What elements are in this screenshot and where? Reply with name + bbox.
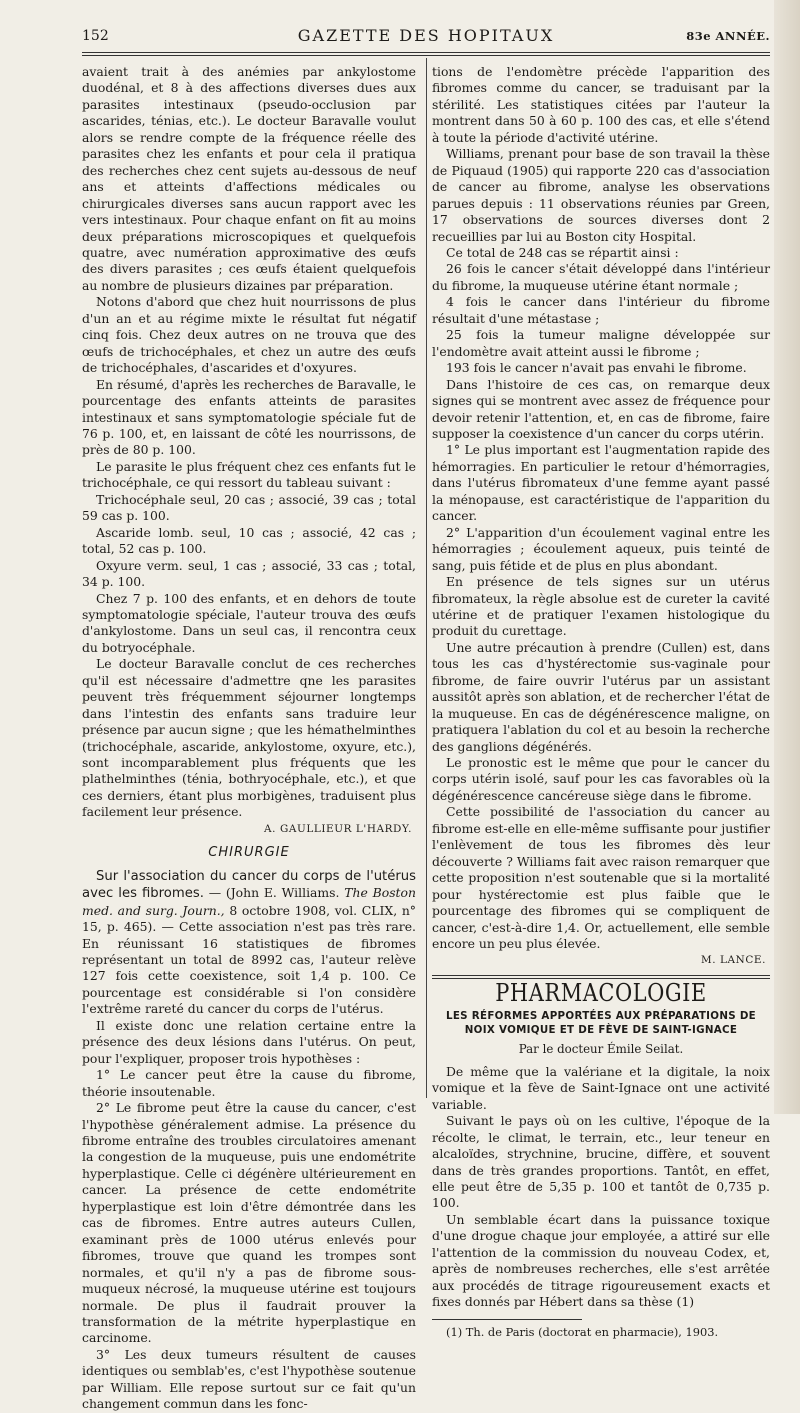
paragraph: Cette possibilité de l'association du cancer au fibrome est-elle en elle-même suffisante pour justifier l'enlèvement de tous les fibromes dès leur découverte ? Williams fait avec raison remarquer que cette proposition n'est soutenable que si la mortalité pour hystérectomie est plus faible que le pourcentage des fibromes qui se compliquent de cancer, c'est-à-dire 1,4. Or, actuellement, elle semble encore un peu plus élevée. <box>432 804 770 952</box>
paragraph: 4 fois le cancer dans l'intérieur du fibrome résultait d'une métastase ; <box>432 294 770 326</box>
year-label: 83e ANNÉE. <box>686 29 770 43</box>
paragraph: Un semblable écart dans la puissance toxique d'une drogue chaque jour employée, a attiré sur elle l'attention de la commission du nouveau Codex, et, après de nombreuses recherches, elle s'est arrêtée aux procédés de titrage rigoureusement exacts et fixes donnés par Hébert dans sa thèse (1) <box>432 1211 770 1310</box>
signature: A. GAULLIEUR L'HARDY. <box>264 822 412 835</box>
paragraph: Williams, prenant pour base de son travail la thèse de Piquaud (1905) qui rapporte 220 cas d'association de cancer au fibrome, analyse les observations parues depuis : 11 observations réunies par Green, 17 observations de sources diverses dont 2 recueillies par lui au Boston city Hospital. <box>432 146 770 244</box>
paragraph: 25 fois la tumeur maligne développée sur l'endomètre avait atteint aussi le fibrome ; <box>432 327 770 359</box>
article-lead <box>82 868 416 1018</box>
paragraph: 2° Le fibrome peut être la cause du cancer, c'est l'hypothèse généralement admise. La présence du fibrome entraîne des troubles circulatoires amenant la congestion de la muqueuse, puis une endométrite hyperplastique. Celle ci dégénère ultérieurement en cancer. La présence de cette endométrite hyperplastique est loin d'être démontrée dans les cas de fibromes. Entre autres auteurs Cullen, examinant près de 1000 utérus enlevés pour fibromes, trouve que quand les trompes sont normales, et qu'il n'y a pas de fibrome sous-muqueux nécrosé, la muqueuse utérine est toujours normale. De plus il faudrait prouver la transformation de la métrite hyperplastique en carcinome. <box>82 1100 416 1346</box>
paragraph: Le parasite le plus fréquent chez ces enfants fut le trichocéphale, ce qui ressort du tableau suivant : <box>82 458 416 491</box>
paragraph: 193 fois le cancer n'avait pas envahi le fibrome. <box>446 360 747 376</box>
paragraph: Chez 7 p. 100 des enfants, et en dehors de toute symptomatologie spéciale, l'auteur trouva des œufs d'ankylostome. Dans un seul cas, il rencontra ceux du botryocéphale. <box>82 590 416 655</box>
article-author: — (John E. Williams. <box>208 885 340 901</box>
left-column <box>82 64 416 1413</box>
column-divider <box>426 58 427 1098</box>
footnote: (1) Th. de Paris (doctorat en pharmacie), 1903. <box>446 1324 719 1339</box>
article-title: Sur l'association du cancer du corps de l'utérus avec les fibromes. <box>82 868 416 902</box>
page-number: 152 <box>82 28 109 44</box>
paragraph: 26 fois le cancer s'était développé dans l'intérieur du fibrome, la muqueuse utérine étant normale ; <box>432 261 770 293</box>
journal-title: GAZETTE DES HOPITAUX <box>297 26 555 45</box>
section-heading: CHIRURGIE <box>208 845 290 861</box>
byline: Par le docteur Émile Seilat. <box>518 1042 684 1057</box>
paragraph: Trichocéphale seul, 20 cas ; associé, 39 cas ; total 59 cas p. 100. <box>82 491 416 524</box>
article-title-pharmacologie: LES RÉFORMES APPORTÉES AUX PRÉPARATIONS DE NOIX VOMIQUE ET DE FÈVE DE SAINT-IGNACE <box>445 1010 757 1037</box>
paragraph: Le pronostic est le même que pour le cancer du corps utérin isolé, sauf pour les cas favorables où la dégénérescence cancéreuse siège dans le fibrome. <box>432 755 770 803</box>
paragraph: avaient trait à des anémies par ankylostome duodénal, et 8 à des affections diverses dues aux parasites intestinaux (pseudo-occlusion par ascarides, ténias, etc.). Le docteur Baravalle voulut alors se rendre compte de la fréquence réelle des parasites chez les enfants et pour cela il pratiqua des recherches chez cent sujets au-dessous de neuf ans et atteints d'affections médicales ou chirurgicales diverses sans aucun rapport avec les vers intestinaux. Pour chaque enfant on fit au moins deux préparations microscopiques et quelquefois quatre, avec numération approximative des œufs des divers parasites ; ces œufs étaient quelquefois au nombre de plusieurs dizaines par préparation. <box>82 64 416 293</box>
footnote-rule <box>432 1319 582 1320</box>
paragraph: De même que la valériane et la digitale, la noix vomique et la fève de Saint-Ignace ont une activité variable. <box>432 1063 770 1112</box>
paragraph: 2° L'apparition d'un écoulement vaginal entre les hémorragies ; écoulement aqueux, puis teinté de sang, puis fétide et de plus en plus abondant. <box>432 524 770 573</box>
signature: M. LANCE. <box>701 954 766 967</box>
paragraph: 1° Le cancer peut être la cause du fibrome, théorie insoutenable. <box>82 1067 416 1099</box>
paragraph: Oxyure verm. seul, 1 cas ; associé, 33 cas ; total, 34 p. 100. <box>82 557 416 590</box>
paragraph: 3° Les deux tumeurs résultent de causes identiques ou semblab'es, c'est l'hypothèse soutenue par William. Elle repose surtout sur ce fait qu'un changement commun dans les fonc- <box>82 1346 416 1412</box>
page-header <box>82 24 770 50</box>
page-edge-shadow <box>774 0 800 1114</box>
paragraph: Suivant le pays où on les cultive, l'époque de la récolte, le climat, le terrain, etc., leur teneur en alcaloïdes, strychnine, brucine, diffère, et souvent dans de très grandes proportions. Tantôt, en effet, elle peut être de 5,35 p. 100 et tantôt de 0,735 p. 100. <box>432 1113 770 1211</box>
section-heading-pharmacologie: PHARMACOLOGIE <box>495 979 707 1007</box>
paragraph: Le docteur Baravalle conclut de ces recherches qu'il est nécessaire d'admettre qne les parasites peuvent très fréquemment séjourner longtemps dans l'intestin des enfants sans traduire leur présence par aucun signe ; que les hémathelminthes (trichocéphale, ascaride, ankylostome, oxyure, etc.), sont incomparablement plus fréquents que les plathelminthes (ténia, bothryocéphale, etc.), et que ces derniers, étant plus morbigènes, traduisent plus facilement leur présence. <box>82 656 416 820</box>
paragraph: Une autre précaution à prendre (Cullen) est, dans tous les cas d'hystérectomie sus-vaginale pour fibrome, de faire ouvrir l'utérus par un assistant aussitôt après son ablation, et de rechercher l'état de la muqueuse. En cas de dégénérescence maligne, on pratiquera l'ablation du col et au besoin la recherche des ganglions dégénérés. <box>432 639 770 754</box>
paragraph: Notons d'abord que chez huit nourrissons de plus d'un an et au régime mixte le résultat fut négatif cinq fois. Chez deux autres on ne trouva que des œufs de trichocéphales, et chez un autre des œufs de trichocéphales, d'ascarides et d'oxyures. <box>82 294 416 376</box>
paragraph: Il existe donc une relation certaine entre la présence des deux lésions dans l'utérus. On peut, pour l'expliquer, proposer trois hypothèses : <box>82 1017 416 1066</box>
paragraph: Ascaride lomb. seul, 10 cas ; associé, 42 cas ; total, 52 cas p. 100. <box>82 524 416 557</box>
article-journal: The Boston med. and surg. Journ., <box>82 885 416 918</box>
paragraph: 1° Le plus important est l'augmentation rapide des hémorragies. En particulier le retour d'hémorragies, dans l'utérus fibromateux d'une femme ayant passé la ménopause, est caractéristique de l'apparition du cancer. <box>432 442 770 524</box>
paragraph: Dans l'histoire de ces cas, on remarque deux signes qui se montrent avec assez de fréquence pour devoir retenir l'attention, et, en cas de fibrome, faire supposer la coexistence d'un cancer du corps utérin. <box>432 376 770 441</box>
section-rule <box>432 975 770 976</box>
paragraph: En présence de tels signes sur un utérus fibromateux, la règle absolue est de cureter la cavité utérine et de pratiquer l'examen histologique du produit du curettage. <box>432 574 770 639</box>
header-rule <box>82 52 770 53</box>
paragraph: Ce total de 248 cas se répartit ainsi : <box>446 244 679 260</box>
right-column <box>432 64 770 1340</box>
paragraph: tions de l'endomètre précède l'apparition des fibromes comme du cancer, se traduisant par la stérilité. Les statistiques citées par l'auteur la montrent dans 50 à 60 p. 100 des cas, et elle s'étend à toute la période d'activité utérine. <box>432 64 770 145</box>
article-citation: 8 octobre 1908, vol. CLIX, n° 15, p. 465). — Cette association n'est pas très rare. En réunissant 16 statistiques de fibromes représentant un total de 8992 cas, l'auteur relève 127 fois cette coexistence, soit 1,4 p. 100. Ce pourcentage est considérable si l'on considère l'extrême rareté du cancer du corps de l'utérus. <box>82 902 416 1017</box>
header-rule-double <box>82 55 770 56</box>
paragraph: En résumé, d'après les recherches de Baravalle, le pourcentage des enfants atteints de parasites intestinaux et sans symptomatologie spéciale fut de 76 p. 100, et, en laissant de côté les nourrissons, de près de 80 p. 100. <box>82 376 416 458</box>
